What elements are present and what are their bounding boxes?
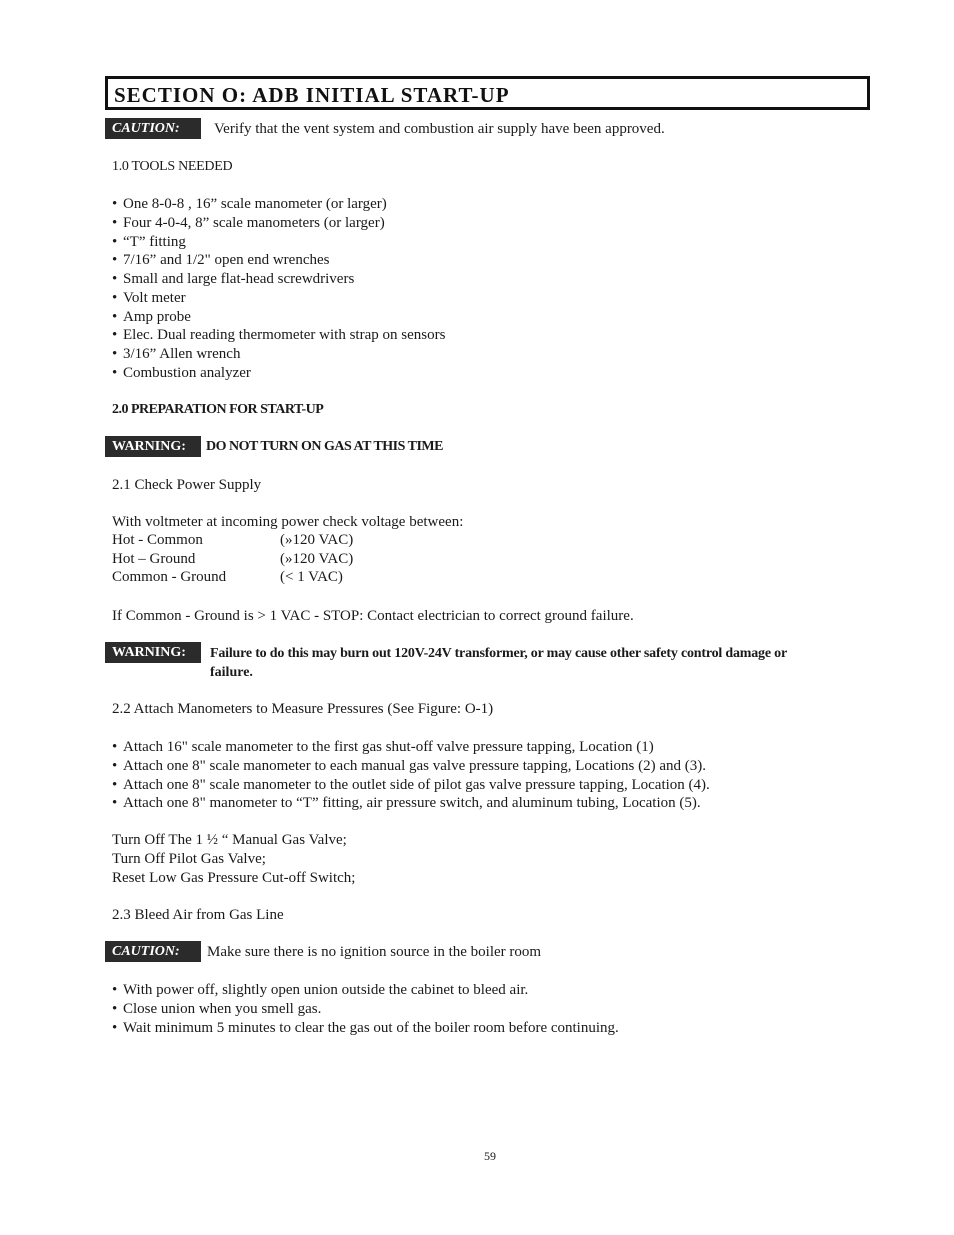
- bleed-heading: 2.3 Bleed Air from Gas Line: [112, 907, 284, 923]
- list-item: • Four 4-0-4, 8” scale manometers (or larger): [112, 214, 445, 233]
- voltage-label: Hot – Ground: [112, 551, 196, 567]
- voltage-label: Common - Ground: [112, 569, 227, 585]
- list-item: • Close union when you smell gas.: [112, 1000, 619, 1019]
- caution-badge: CAUTION:: [105, 118, 201, 139]
- power-heading: 2.1 Check Power Supply: [112, 477, 262, 493]
- list-item: • 7/16” and 1/2" open end wrenches: [112, 251, 445, 270]
- list-item: • Attach one 8" scale manometer to each manual gas valve pressure tapping, Locations (2) and (3).: [112, 757, 710, 776]
- voltage-row: [112, 531, 353, 550]
- section-title: SECTION O: ADB INITIAL START-UP: [114, 83, 510, 107]
- list-item: • Wait minimum 5 minutes to clear the gas out of the boiler room before continuing.: [112, 1019, 619, 1038]
- manometers-heading: 2.2 Attach Manometers to Measure Pressures (See Figure: O-1): [112, 701, 494, 717]
- caution-text: Verify that the vent system and combustion air supply have been approved.: [214, 121, 665, 137]
- voltage-value: (< 1 VAC): [280, 569, 343, 585]
- list-item: • Attach one 8" manometer to “T” fitting, air pressure switch, and aluminum tubing, Location (5).: [112, 794, 710, 813]
- caution-badge: CAUTION:: [105, 941, 201, 962]
- warning-text: DO NOT TURN ON GAS AT THIS TIME: [206, 439, 443, 454]
- list-item: • Attach 16" scale manometer to the first gas shut-off valve pressure tapping, Location (1): [112, 738, 710, 757]
- warning-text-cont: failure.: [210, 665, 253, 680]
- tools-list: [112, 195, 445, 383]
- list-item: • Small and large flat-head screwdrivers: [112, 270, 445, 289]
- list-item: • 3/16” Allen wrench: [112, 345, 445, 364]
- page-number: 59: [484, 1149, 496, 1163]
- instruction-line: Reset Low Gas Pressure Cut-off Switch;: [112, 870, 356, 886]
- voltage-row: [112, 550, 353, 569]
- voltage-value: (»120 VAC): [280, 532, 354, 548]
- voltage-value: (»120 VAC): [280, 551, 354, 567]
- caution-text: Make sure there is no ignition source in the boiler room: [207, 944, 542, 960]
- ground-stop-text: If Common - Ground is > 1 VAC - STOP: Contact electrician to correct ground failure.: [112, 608, 634, 624]
- list-item: • “T” fitting: [112, 233, 445, 252]
- list-item: • Attach one 8" scale manometer to the outlet side of pilot gas valve pressure tapping, Location (4).: [112, 776, 710, 795]
- tools-heading: 1.0 TOOLS NEEDED: [112, 159, 233, 174]
- instruction-line: Turn Off Pilot Gas Valve;: [112, 851, 266, 867]
- power-intro: With voltmeter at incoming power check voltage between:: [112, 514, 464, 530]
- section-title-box: [105, 76, 870, 110]
- list-item: • Elec. Dual reading thermometer with strap on sensors: [112, 326, 445, 345]
- prep-heading: 2.0 PREPARATION FOR START-UP: [112, 402, 324, 417]
- warning-badge: WARNING:: [105, 642, 201, 663]
- voltage-row: [112, 568, 343, 587]
- list-item: • Combustion analyzer: [112, 364, 445, 383]
- instruction-line: Turn Off The 1 ½ “ Manual Gas Valve;: [112, 832, 347, 848]
- voltage-label: Hot - Common: [112, 532, 203, 548]
- warning-badge: WARNING:: [105, 436, 201, 457]
- list-item: • Amp probe: [112, 308, 445, 327]
- list-item: • One 8-0-8 , 16” scale manometer (or larger): [112, 195, 445, 214]
- list-item: • With power off, slightly open union outside the cabinet to bleed air.: [112, 981, 619, 1000]
- manometers-list: [112, 738, 710, 813]
- warning-text: Failure to do this may burn out 120V-24V transformer, or may cause other safety control damage or: [210, 646, 787, 661]
- list-item: • Volt meter: [112, 289, 445, 308]
- bleed-list: [112, 981, 619, 1037]
